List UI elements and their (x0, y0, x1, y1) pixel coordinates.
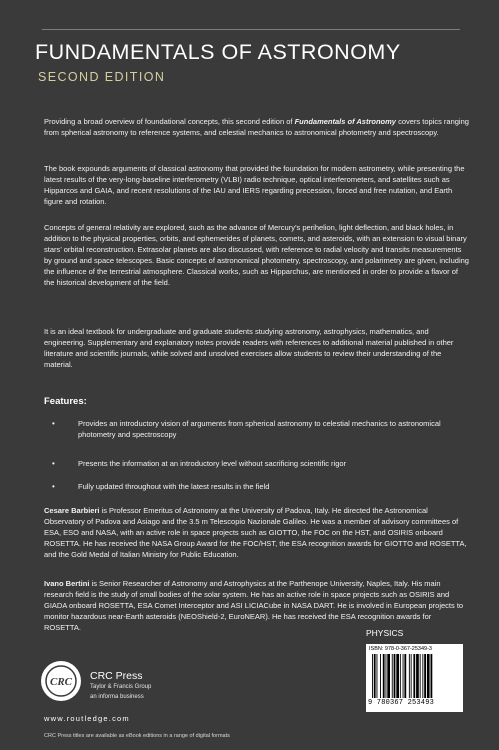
crc-logo-text: CRC (49, 676, 73, 688)
author-bio-text: is Professor Emeritus of Astronomy at the University of Padova, Italy. He directed the Astronomical Observatory of Padova and Asiago and the 3.5 m Telescopio Nazionale Galileo. He was a member of advisory committees of ESA, ESO and NASA, with an active role in space projects such as GIOTTO, the FOC on the HST, and OSIRIS onboard ROSETTA. He has received the NASA Group Award for the FOC/HST, the ESA recognition awards for GIOTTO and ROSETTA, and the Gold Medal of Italian Ministry for Public Education. (44, 506, 467, 560)
publisher-informa: an informa business (90, 694, 144, 700)
barcode-bars (370, 654, 459, 698)
author-name: Cesare Barbieri (44, 506, 100, 515)
edition-label: SECOND EDITION (38, 70, 166, 84)
ebook-note: CRC Press titles are available as eBook editions in a range of digital formats (44, 733, 230, 739)
feature-text: Provides an introductory vision of arguments from spherical astronomy to celestial mechanics to astronomical photometry and spectroscopy (78, 419, 441, 440)
author-bio-bertini (44, 578, 469, 633)
publisher-group: Taylor & Francis Group (90, 684, 152, 690)
subject-category: PHYSICS (366, 628, 404, 638)
top-rule (42, 29, 460, 30)
feature-text: Presents the information at an introductory level without sacrificing scientific rigor (78, 459, 347, 468)
author-bio-text: is Senior Researcher of Astronomy and Astrophysics at the Parthenope University, Naples, Italy. His main research field is the study of small bodies of the solar system. He has an active role in space projects such as OSIRIS and GIADA onboard ROSETTA, ESA Comet Interceptor and ASI LICIACube in NASA DART. He is involved in European projects to monitor hazardous near-Earth asteroids (NEOShield-2, EuroNEAR). He has received the ESA recognition awards for ROSETTA. (44, 579, 464, 633)
bullet-icon: • (52, 419, 55, 428)
bullet-icon: • (52, 482, 55, 491)
bullet-icon: • (52, 459, 55, 468)
description-paragraph-4: It is an ideal textbook for undergraduate and graduate students studying astronomy, astrophysics, mathematics, and engineering. Supplementary and explanatory notes provide readers with references to additional material published in other literature and scientific journals, while solved and unsolved exercises allow students to review their understanding of the material. (44, 327, 454, 370)
p1-text-start: Providing a broad overview of foundational concepts, this second edition of (44, 117, 295, 126)
feature-text: Fully updated throughout with the latest results in the field (78, 482, 270, 491)
p1-text-end: covers topics ranging from spherical astronomy to reference systems, and celestial mechanics to astronomical photometry and spectroscopy. (44, 117, 469, 138)
isbn-label: ISBN: 978-0-367-25349-3 (369, 646, 432, 652)
author-name: Ivano Bertini (44, 579, 90, 588)
description-paragraph-3: Concepts of general relativity are explored, such as the advance of Mercury’s perihelion, light deflection, and black holes, in addition to the physical properties, orbits, and ephemerides of planets, comets, and asteroids, with an extension to visual binary stars’ orbital reconstruction. Extrasolar planets are also discussed, with reference to radial velocity and transits measurements by ground and space telescopes. Basic concepts of astronomical photometry, spectroscopy, and polarimetry are given, including the influence of the terrestrial atmosphere. Classical works, such as Hipparchus, are mentioned in order to provide a flavor of the historical development of the field. (44, 223, 469, 288)
crc-press-logo (40, 660, 82, 702)
publisher-url: www.routledge.com (44, 714, 130, 723)
book-title: FUNDAMENTALS OF ASTRONOMY (35, 40, 401, 64)
author-bio-barbieri (44, 505, 469, 560)
publisher-name: CRC Press (90, 670, 143, 682)
isbn-barcode (366, 644, 463, 712)
description-paragraph-2: The book expounds arguments of classical astronomy that provided the foundation for modern astrometry, while presenting the latest results of the very-long-baseline interferometry (VLBI) radio technique, optical interferometers, and satellites such as Hipparcos and GAIA, and recent resolutions of the IAU and IERS regarding precession, forced and free nutation, and Earth figure and rotation. (44, 164, 465, 207)
p1-book-title: Fundamentals of Astronomy (294, 117, 396, 126)
description-paragraph-1 (44, 116, 469, 138)
barcode-digits: 9 780367 253493 (368, 699, 435, 707)
features-heading: Features: (44, 396, 87, 407)
